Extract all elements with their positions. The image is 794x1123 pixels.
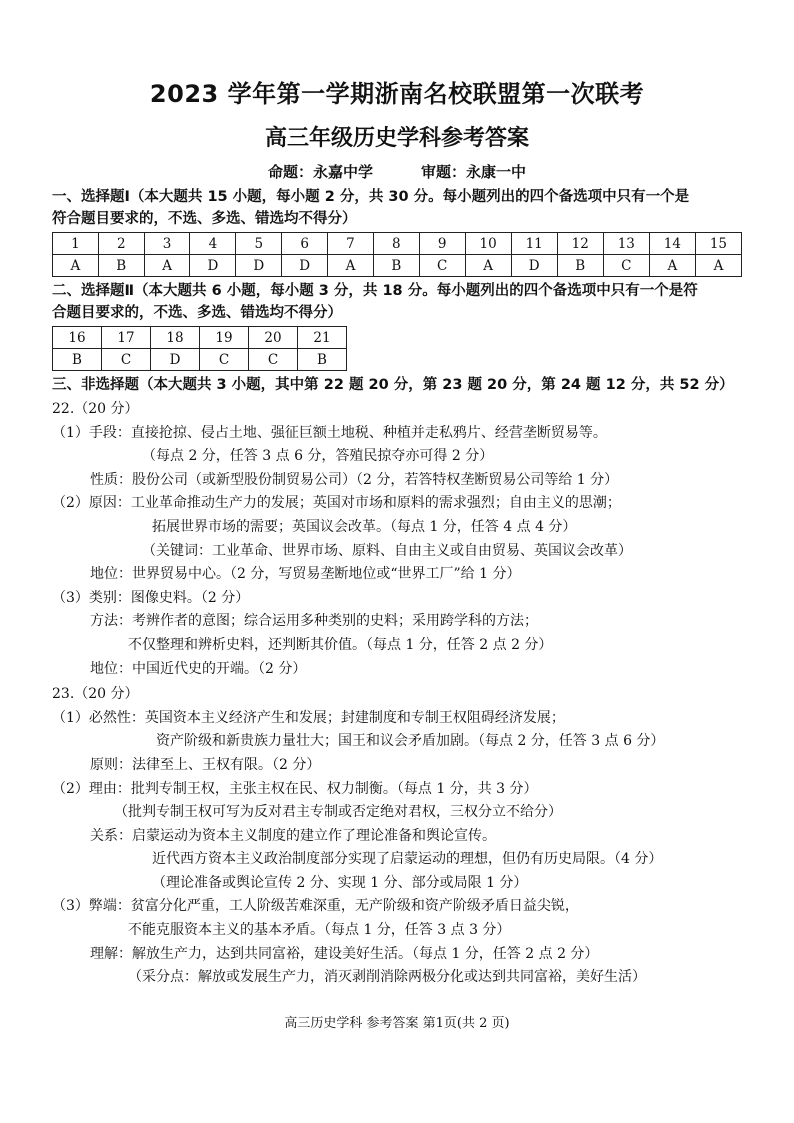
section1-answer-table [52,232,742,277]
section3-heading: 三、非选择题（本大题共 3 小题，其中第 22 题 20 分，第 23 题 20 分，第 24 题 12 分，共 52 分） [52,377,734,393]
section2-heading-line1: 二、选择题Ⅱ（本大题共 6 小题，每小题 3 分，共 18 分。每小题列出的四个备选项中只有一个是符 [52,283,698,299]
page-title: 2023 学年第一学期浙南名校联盟第一次联考 [149,80,645,108]
q22-line: 拓展世界市场的需要；英国议会改革。（每点 1 分，任答 4 点 4 分） [152,518,577,535]
question-number-cell: 10 [465,233,511,255]
question-number-row [53,233,742,255]
answer-cell: C [102,349,151,371]
section1-heading-line1: 一、选择题Ⅰ（本大题共 15 小题，每小题 2 分，共 30 分。每小题列出的四个备选项中只有一个是 [52,189,690,205]
section1-heading-line2: 符合题目要求的，不选、多选、错选均不得分） [52,211,357,227]
question-number-cell: 16 [53,327,102,349]
question-number-cell: 20 [249,327,298,349]
question-number-cell: 7 [328,233,374,255]
q23-line: （采分点：解放或发展生产力，消灭剥削消除两极分化或达到共同富裕，美好生活） [128,969,646,986]
question-number-cell: 12 [557,233,603,255]
answer-cell: B [557,255,603,277]
q23-heading: 23.（20 分） [52,686,139,703]
answer-cell: A [328,255,374,277]
answer-cell: C [200,349,249,371]
q22-line: 地位：世界贸易中心。（2 分，写贸易垄断地位或“世界工厂”给 1 分） [90,566,521,583]
question-number-cell: 5 [236,233,282,255]
answer-body [52,186,754,990]
question-number-cell: 14 [649,233,695,255]
question-number-cell: 2 [98,233,144,255]
question-number-cell: 9 [419,233,465,255]
question-number-cell: 18 [151,327,200,349]
section2-heading-line2: 合题目要求的，不选、多选、错选均不得分） [52,305,342,321]
question-number-cell: 19 [200,327,249,349]
q23-line: （1）必然性：英国资本主义经济产生和发展；封建制度和专制王权阻碍经济发展； [52,709,565,726]
q22-line: （关键词：工业革命、世界市场、原料、自由主义或自由贸易、英国议会改革） [142,542,632,559]
q23-line: 资产阶级和新贵族力量壮大；国王和议会矛盾加剧。（每点 2 分，任答 3 点 6 分） [156,733,665,750]
answer-cell: B [53,349,102,371]
answer-cell: B [373,255,419,277]
q22-heading: 22.（20 分） [52,401,139,417]
q22-line: 性质：股份公司（或新型股份制贸易公司）（2 分，若答特权垄断贸易公司等给 1 分） [90,471,619,488]
q22-line: 方法：考辨作者的意图；综合运用多种类别的史料；采用跨学科的方法； [90,613,538,630]
q23-line: 理解：解放生产力，达到共同富裕，建设美好生活。（每点 1 分，任答 2 点 2 分） [90,945,599,962]
question-number-cell: 17 [102,327,151,349]
q23-line: （3）弊端：贫富分化严重，工人阶级苦难深重，无产阶级和资产阶级矛盾日益尖锐， [52,898,579,915]
q22-line: （1）手段：直接抢掠、侵占土地、强征巨额土地税、种植并走私鸦片、经营垄断贸易等。 [52,424,607,441]
reviewer-label: 审题：永康一中 [421,163,527,181]
authors-line [0,161,794,182]
q22-line: 不仅整理和辨析史料，还判断其价值。（每点 1 分，任答 2 点 2 分） [128,636,553,653]
q22-line: （2）原因：工业革命推动生产力的发展；英国对市场和原料的需求强烈；自由主义的思潮； [52,495,621,512]
answer-cell: D [511,255,557,277]
answer-cell: A [144,255,190,277]
question-number-cell: 6 [282,233,328,255]
page-subtitle: 高三年级历史学科参考答案 [264,126,529,151]
question-number-cell: 11 [511,233,557,255]
question-number-row [53,327,347,349]
question-number-cell: 1 [53,233,99,255]
q23-line: 原则：法律至上、王权有限。（2 分） [90,756,321,773]
answer-row [53,255,742,277]
q22-line: 地位：中国近代史的开端。（2 分） [90,660,307,677]
question-number-cell: 3 [144,233,190,255]
answer-cell: D [282,255,328,277]
q23-line: （理论准备或舆论宣传 2 分、实现 1 分、部分或局限 1 分） [152,874,528,891]
answer-cell: B [298,349,347,371]
answer-cell: A [695,255,741,277]
section2-answer-table [52,326,347,371]
q22-line: （3）类别：图像史料。（2 分） [52,589,250,606]
q23-line: 近代西方资本主义政治制度部分实现了启蒙运动的理想，但仍有历史局限。（4 分） [152,851,663,868]
answer-cell: A [465,255,511,277]
q23-line: 不能克服资本主义的基本矛盾。（每点 1 分，任答 3 点 3 分） [128,922,511,939]
answer-cell: D [236,255,282,277]
q23-line: （批判专制王权可写为反对君主专制或否定绝对君权，三权分立不给分） [114,804,562,821]
answer-cell: C [603,255,649,277]
answer-cell: C [249,349,298,371]
q22-line: （每点 2 分，任答 3 点 6 分，答殖民掠夺亦可得 2 分） [142,448,494,465]
q23-line: （2）理由：批判专制王权，主张主权在民、权力制衡。（每点 1 分，共 3 分） [52,780,538,797]
question-number-cell: 8 [373,233,419,255]
answer-cell: D [190,255,236,277]
question-number-cell: 21 [298,327,347,349]
answer-cell: A [53,255,99,277]
answer-cell: D [151,349,200,371]
answer-cell: C [419,255,465,277]
answer-cell: A [649,255,695,277]
page-footer: 高三历史学科 参考答案 第1页(共 2 页) [284,1016,510,1031]
answer-cell: B [98,255,144,277]
answer-row [53,349,347,371]
q23-line: 关系：启蒙运动为资本主义制度的建立作了理论准备和舆论宣传。 [90,827,496,844]
question-number-cell: 13 [603,233,649,255]
setter-label: 命题：永嘉中学 [267,163,373,181]
question-number-cell: 4 [190,233,236,255]
question-number-cell: 15 [695,233,741,255]
